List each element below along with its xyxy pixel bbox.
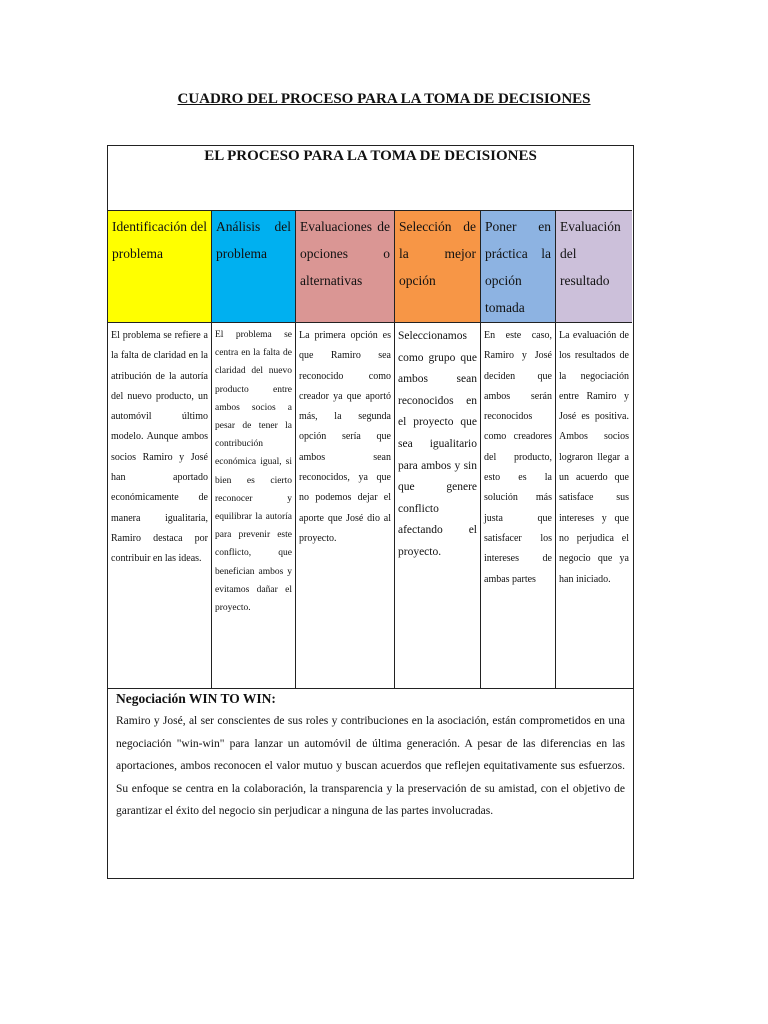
cell-evaluaciones: La primera opción es que Ramiro sea reconocido como creador ya que aportó más, la segunda opción sería que ambos sean reconocidos, ya que no podemos dejar el aporte que José dio al proyecto. bbox=[296, 322, 395, 688]
header-evaluacion-resultado: Evaluación del resultado bbox=[556, 210, 632, 322]
header-analisis: Análisis del problema bbox=[212, 210, 296, 322]
cell-seleccion: Seleccionamos como grupo que ambos sean reconocidos en el proyecto que sea igualitario para ambos y sin que genere conflicto afectando el proyecto. bbox=[395, 322, 481, 688]
header-evaluaciones: Evaluaciones de opciones o alternativas bbox=[296, 210, 395, 322]
table-title: EL PROCESO PARA LA TOMA DE DECISIONES bbox=[204, 148, 537, 164]
negotiation-title: Negociación WIN TO WIN: bbox=[116, 691, 276, 706]
cell-evaluacion-resultado: La evaluación de los resultados de la negociación entre Ramiro y José es positiva. Ambos socios lograron llegar a un acuerdo que satisface sus intereses y que no perjudica el negocio que ya han iniciado. bbox=[556, 322, 632, 688]
negotiation-section bbox=[108, 688, 633, 878]
negotiation-text: Ramiro y José, al ser conscientes de sus roles y contribuciones en la asociación, están comprometidos en una negociación "win-win" para lanzar un automóvil de última generación. A pesar de las diferencias en las aportaciones, ambos reconocen el valor mutuo y buscan acuerdos que reflejen equitativamente sus esfuerzos. Su enfoque se centra en la colaboración, la transparencia y la preservación de su amistad, con el objetivo de garantizar el éxito del negocio sin perjudicar a ninguna de las partes involucradas. bbox=[116, 715, 625, 817]
cell-analisis: El problema se centra en la falta de claridad del nuevo producto entre ambos socios a pesar de tener la contribución económica igual, si bien es cierto reconocer y equilibrar la autoría para prevenir este conflicto, que benefician ambos y evitamos dañar el proyecto. bbox=[212, 322, 296, 688]
decision-process-table bbox=[107, 145, 634, 879]
cell-poner-en-practica: En este caso, Ramiro y José deciden que ambos serán reconocidos como creadores del producto, esto es la solución más justa que satisfacer los intereses de ambas partes bbox=[481, 322, 556, 688]
document-title: CUADRO DEL PROCESO PARA LA TOMA DE DECISIONES bbox=[177, 91, 591, 107]
header-seleccion: Selección de la mejor opción bbox=[395, 210, 481, 322]
cell-identificacion: El problema se refiere a la falta de claridad en la atribución de la autoría del nuevo producto, un automóvil último modelo. Aunque ambos socios Ramiro y José han aportado económicamente de manera igualitaria, Ramiro destaca por contribuir en las ideas. bbox=[108, 322, 212, 688]
header-poner-en-practica: Poner en práctica la opción tomada bbox=[481, 210, 556, 322]
header-identificacion: Identificación del problema bbox=[108, 210, 212, 322]
